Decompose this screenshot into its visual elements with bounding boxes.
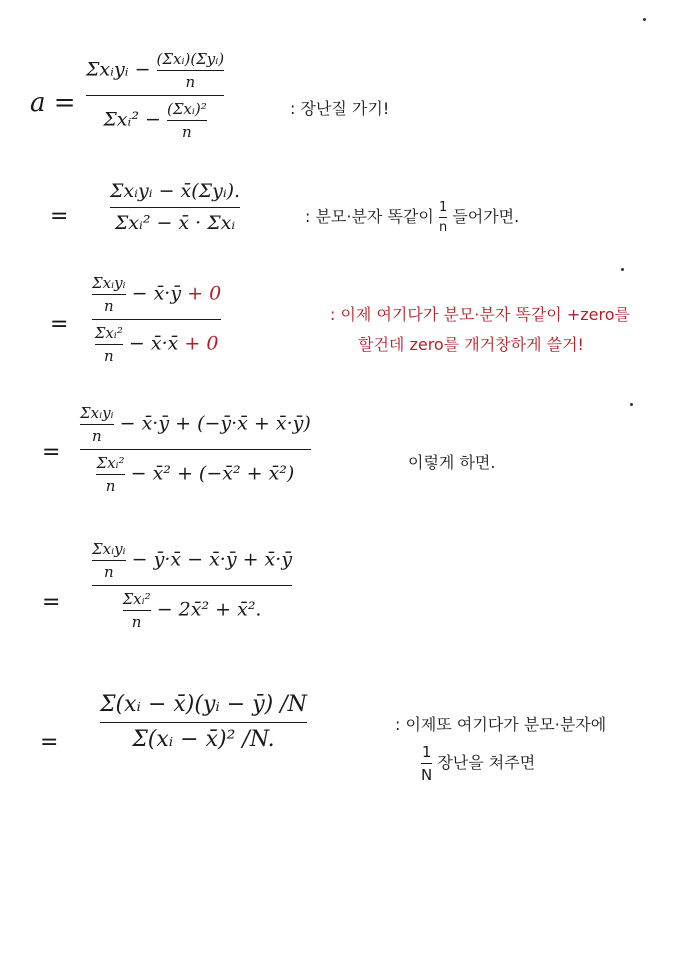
step6-note-frac-bar xyxy=(421,763,432,764)
step1-lhs: a = xyxy=(30,88,76,118)
step6-note xyxy=(395,712,606,784)
step6-denominator: Σ(xᵢ − x̄)² /N. xyxy=(132,727,275,753)
step3-den-sub-bar xyxy=(95,344,123,345)
step4-den-rest: − x̄² + (−x̄² + x̄²) xyxy=(130,462,295,485)
step4-num-sub-bottom: n xyxy=(91,427,102,445)
step5-num-subfraction xyxy=(92,540,126,581)
step5-equals: = xyxy=(42,590,61,615)
step1-den-sub-bar xyxy=(167,120,207,121)
step2-note-prefix: : 분모·분자 똑같이 xyxy=(305,207,434,226)
step5-num-sub-bottom: n xyxy=(103,563,114,581)
step3-den-subfraction xyxy=(95,324,123,365)
step4-denominator xyxy=(96,454,294,495)
step3-fraction-bar xyxy=(92,319,221,320)
step4-den-sub-bottom: n xyxy=(105,477,116,495)
step5-den-sub-top: Σxᵢ² xyxy=(122,590,151,608)
step3-num-sub-top: Σxᵢyᵢ xyxy=(92,274,126,292)
step6-fraction-bar xyxy=(100,722,307,723)
step2-equals: = xyxy=(50,204,69,229)
step5-den-sub-bottom: n xyxy=(131,613,142,631)
step3-equals: = xyxy=(50,312,69,337)
step3-num-rest: − x̄·ȳ xyxy=(131,282,182,305)
step3-note-line2: 할건데 zero를 개거창하게 쓸거! xyxy=(358,335,584,355)
step1-num-sub-bar xyxy=(157,70,225,71)
step5-den-subfraction xyxy=(123,590,151,631)
step2-fraction-bar xyxy=(110,207,240,208)
step5-den-sub-bar xyxy=(123,610,151,611)
step2-note xyxy=(305,200,519,235)
step4-num-subfraction xyxy=(80,404,114,445)
step6-equals: = xyxy=(40,730,59,755)
pen-dot xyxy=(643,18,646,21)
step2-note-suffix: 들어가면. xyxy=(452,207,520,226)
step6-note-frac-top: 1 xyxy=(421,743,432,761)
step4-den-subfraction xyxy=(96,454,124,495)
step3-num-red-zero: + 0 xyxy=(187,282,222,305)
step1-fraction-bar xyxy=(86,95,224,96)
step3-note xyxy=(330,300,630,361)
step4-numerator xyxy=(80,404,311,445)
step1-num-subfraction xyxy=(157,50,225,91)
step2-denominator: Σxᵢ² − x̄ · Σxᵢ xyxy=(114,211,236,234)
step5-numerator xyxy=(92,540,292,581)
step3-num-sub-bar xyxy=(92,294,126,295)
step2-fraction xyxy=(110,180,240,235)
step1-den-sub-top: (Σxᵢ)² xyxy=(166,100,207,118)
step4-fraction xyxy=(80,404,311,495)
step1-note: : 장난질 가기! xyxy=(290,99,390,118)
step3-numerator xyxy=(92,274,221,315)
pen-dot xyxy=(621,268,624,271)
step3-num-subfraction xyxy=(92,274,126,315)
step5-num-sub-bar xyxy=(92,560,126,561)
step4-note: 이렇게 하면. xyxy=(408,453,496,472)
step2-numerator: Σxᵢyᵢ − x̄(Σyᵢ). xyxy=(110,180,241,202)
step1-numerator xyxy=(86,50,224,91)
step3-den-rest: − x̄·x̄ xyxy=(128,332,179,355)
pen-dot xyxy=(630,403,633,406)
step5-num-rest: − ȳ·x̄ − x̄·ȳ + x̄·ȳ xyxy=(131,548,293,571)
step2-note-frac-top: 1 xyxy=(438,200,448,215)
step3-num-sub-bottom: n xyxy=(103,297,114,315)
step6-note-frac-bottom: N xyxy=(421,766,433,784)
step4-equals: = xyxy=(42,440,61,465)
step6-fraction xyxy=(100,692,307,754)
step2-note-frac-bar xyxy=(439,217,447,218)
step6-note-line1: : 이제또 여기다가 분모·분자에 xyxy=(395,715,607,734)
step3-note-line1: : 이제 여기다가 분모·분자 똑같이 +zero를 xyxy=(330,305,630,324)
step5-den-rest: − 2x̄² + x̄². xyxy=(156,598,262,621)
step1-den-sub-bottom: n xyxy=(182,123,192,141)
step1-den-subfraction xyxy=(167,100,207,141)
step6-numerator: Σ(xᵢ − x̄)(yᵢ − ȳ) /N xyxy=(100,692,307,717)
step4-num-sub-top: Σxᵢyᵢ xyxy=(80,404,114,422)
step6-note-fraction xyxy=(421,743,432,784)
step6-note-suffix: 장난을 쳐주면 xyxy=(437,753,536,772)
step5-fraction-bar xyxy=(92,585,292,586)
step1-fraction xyxy=(86,50,224,141)
step4-fraction-bar xyxy=(80,449,311,450)
step5-denominator xyxy=(123,590,262,631)
step3-den-red-zero: + 0 xyxy=(184,332,219,355)
step6-note-line2 xyxy=(421,743,606,784)
step3-denominator xyxy=(95,324,219,365)
step1-denominator xyxy=(103,100,206,141)
step3-den-sub-top: Σxᵢ² xyxy=(94,324,123,342)
step1-num-sub-top: (Σxᵢ)(Σyᵢ) xyxy=(156,50,225,68)
step2-note-frac-bottom: n xyxy=(438,220,448,235)
step3-fraction xyxy=(92,274,221,365)
step4-num-sub-bar xyxy=(80,424,114,425)
step1-den-main: Σxᵢ² − xyxy=(103,108,161,131)
step3-den-sub-bottom: n xyxy=(103,347,114,365)
step4-den-sub-top: Σxᵢ² xyxy=(96,454,125,472)
step5-fraction xyxy=(92,540,292,631)
step2-note-fraction xyxy=(439,200,447,235)
step4-num-rest: − x̄·ȳ + (−ȳ·x̄ + x̄·ȳ) xyxy=(119,412,311,435)
step1-num-sub-bottom: n xyxy=(185,73,196,91)
step4-den-sub-bar xyxy=(96,474,124,475)
step1-num-main: Σxᵢyᵢ − xyxy=(86,58,151,81)
step5-num-sub-top: Σxᵢyᵢ xyxy=(92,540,126,558)
